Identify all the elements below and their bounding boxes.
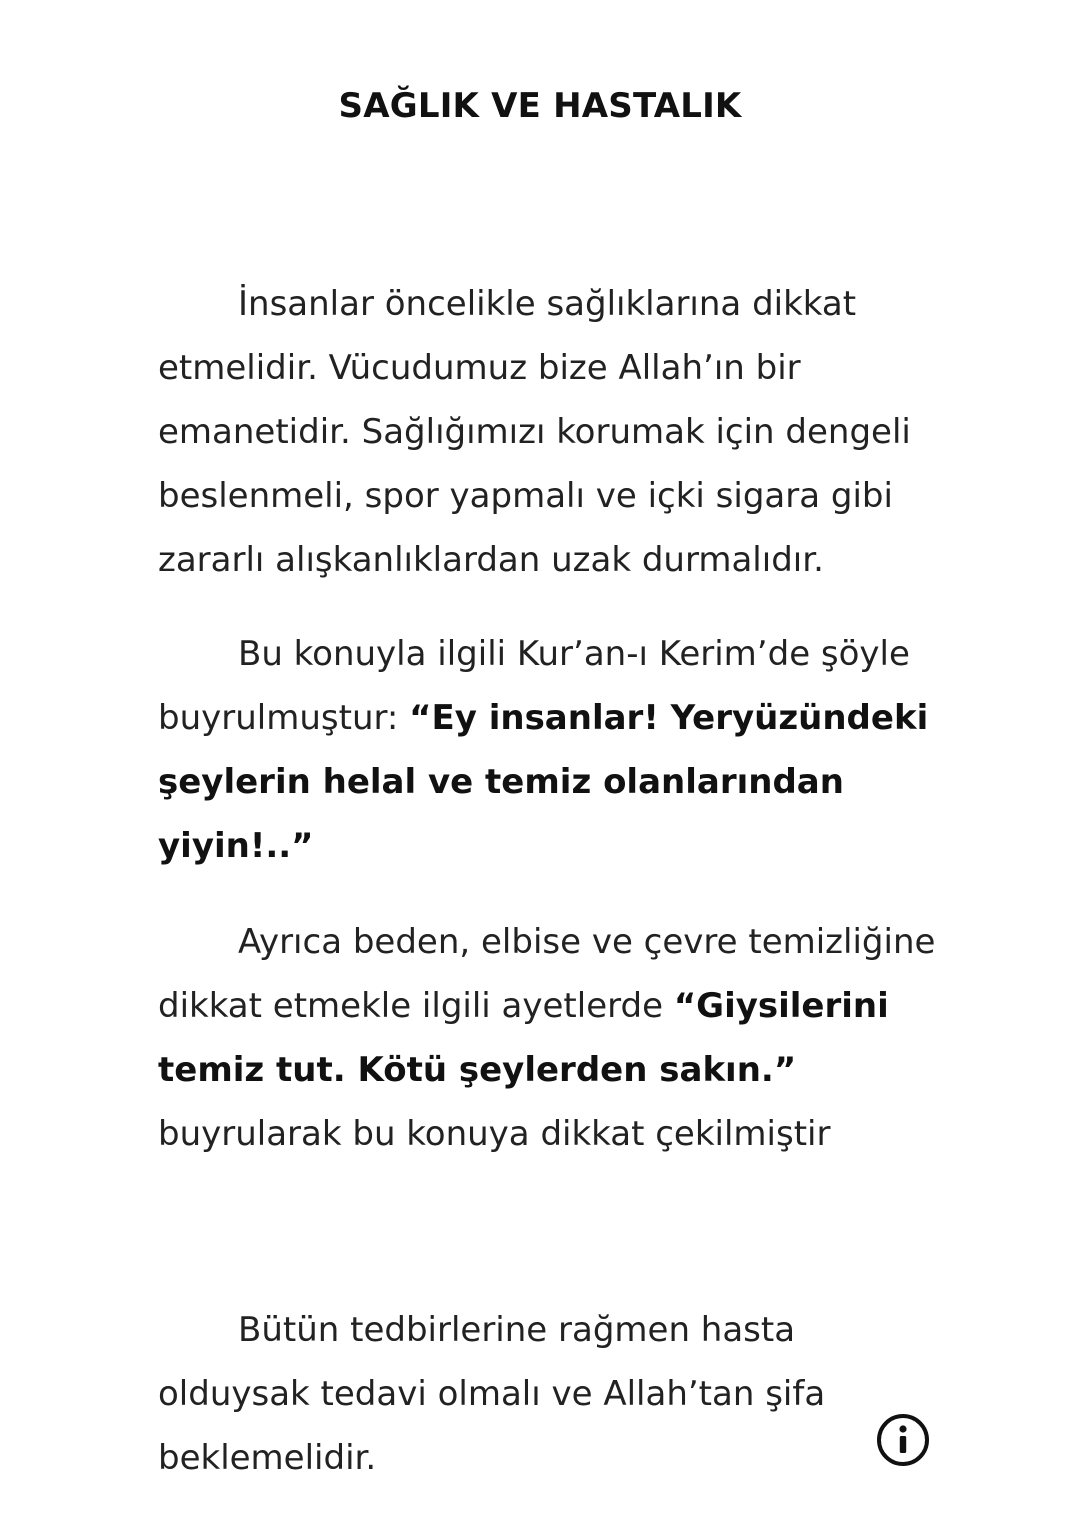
paragraph-text: Bu konuyla ilgili Kur’an-ı Kerim’de şöyle buyrulmuştur: bbox=[158, 634, 910, 738]
paragraph-text: İnsanlar öncelikle sağlıklarına dikkat etmelidir. Vücudumuz bize Allah’ın bir emanetidir. Sağlığımızı korumak için dengeli beslenmeli, spor yapmalı ve içki sigara gibi zararlı alışkanlıklardan uzak durmalıdır. bbox=[158, 284, 911, 580]
paragraph-health-care bbox=[158, 272, 938, 592]
paragraph-text: buyrularak bu konuya dikkat çekilmiştir bbox=[158, 1114, 831, 1154]
page-title: SAĞLIK VE HASTALIK bbox=[338, 86, 742, 126]
verse-quote: “Ey insanlar! Yeryüzündeki şeylerin helal ve temiz olanlarından yiyin!..” bbox=[158, 698, 929, 866]
info-icon-graphic bbox=[876, 1413, 930, 1467]
paragraph-treatment bbox=[158, 1298, 938, 1490]
paragraph-cleanliness bbox=[158, 910, 938, 1166]
paragraph-text: Bütün tedbirlerine rağmen hasta olduysak tedavi olmalı ve Allah’tan şifa beklemelidir. bbox=[158, 1310, 826, 1478]
info-icon[interactable] bbox=[876, 1413, 930, 1467]
paragraph-quran-verse bbox=[158, 622, 938, 878]
paragraph-text: Ayrıca beden, elbise ve çevre temizliğine dikkat etmekle ilgili ayetlerde bbox=[158, 922, 936, 1026]
verse-quote: “Giysilerini temiz tut. Kötü şeylerden sakın.” bbox=[158, 986, 889, 1090]
